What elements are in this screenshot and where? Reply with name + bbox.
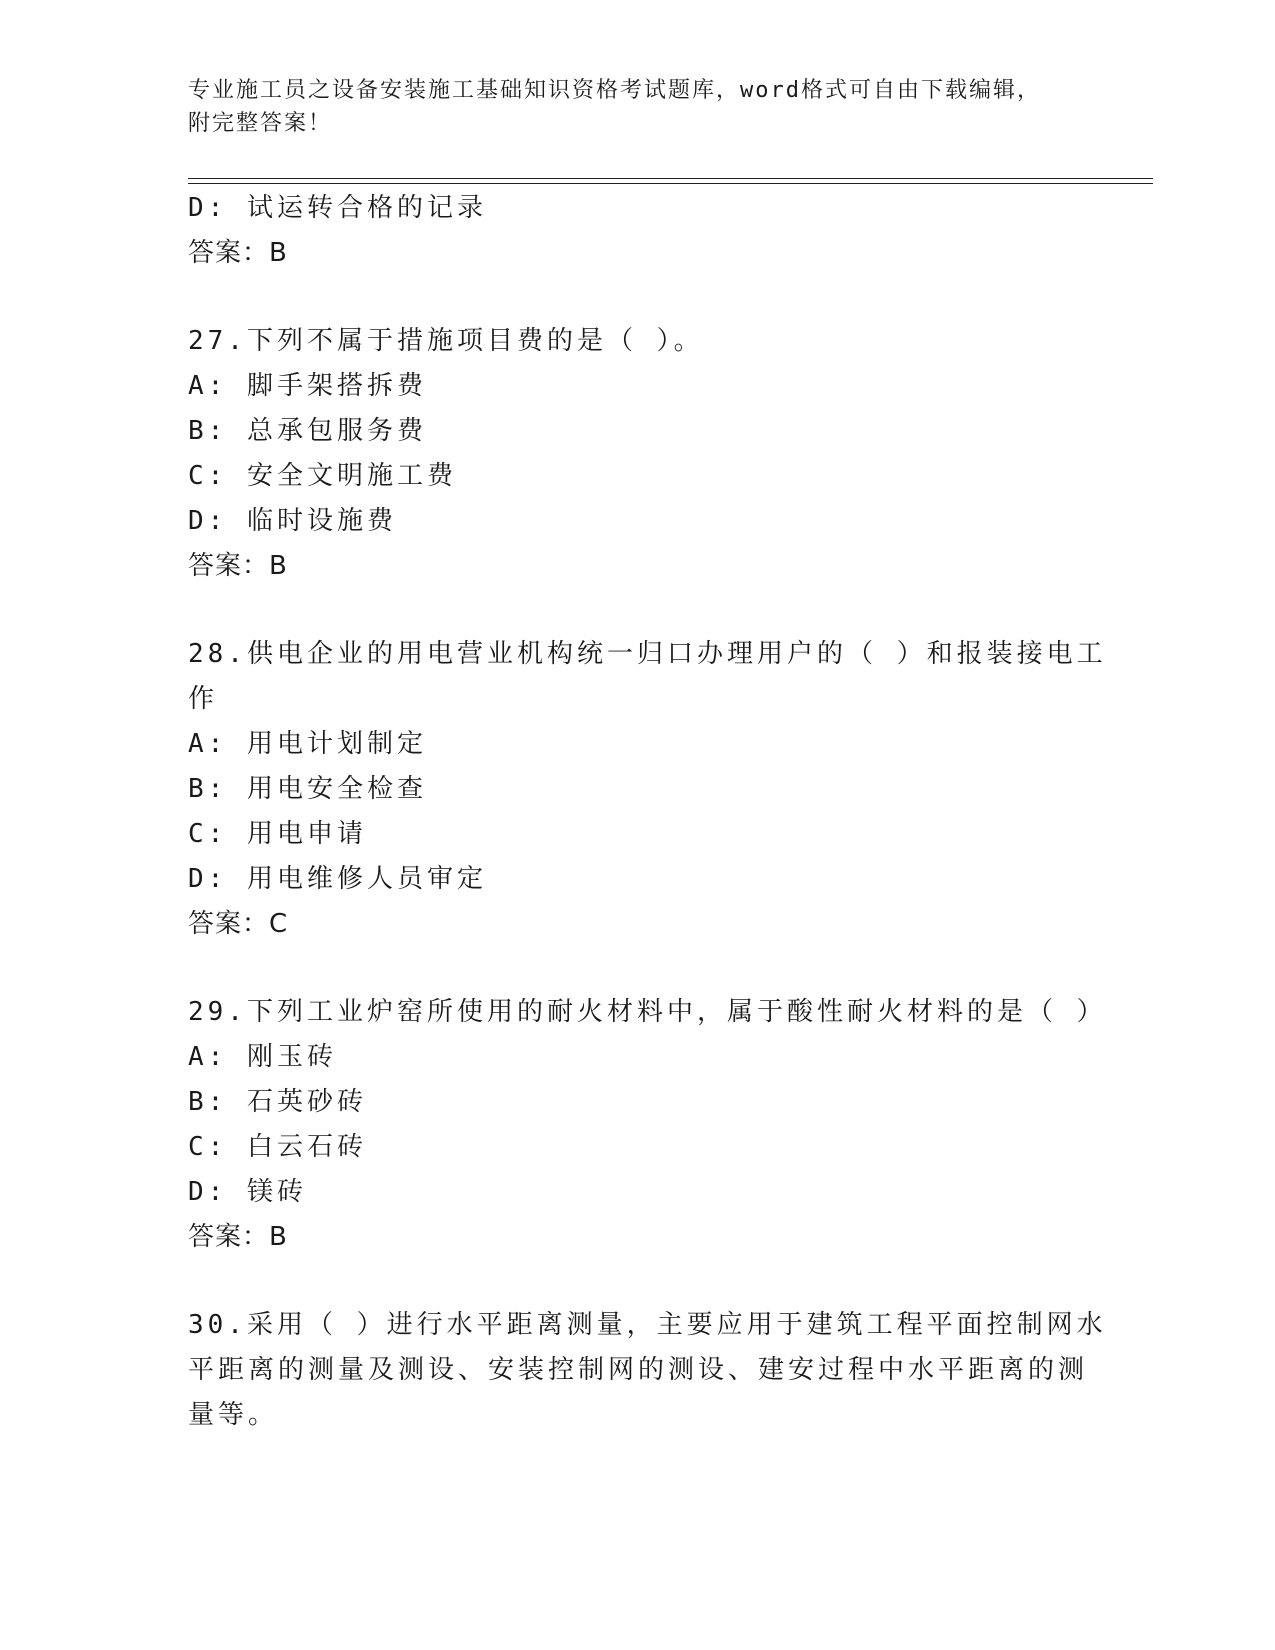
header-divider-bottom [188,183,1153,184]
header-divider-top [188,178,1153,179]
q28-question-line-2: 作 [188,684,219,714]
q27-option-c: C: 安全文明施工费 [188,461,457,491]
q29-option-a: A: 刚玉砖 [188,1042,337,1072]
q28-option-d: D: 用电维修人员审定 [188,864,487,894]
q28-question-line-1: 28.供电企业的用电营业机构统一归口办理用户的（ ）和报装接电工 [188,639,1107,669]
q29-answer: 答案：B [188,1222,288,1252]
q27-question: 27.下列不属于措施项目费的是（ ）。 [188,326,704,356]
document-header [188,74,1168,140]
q30-question-line-1: 30.采用（ ）进行水平距离测量，主要应用于建筑工程平面控制网水 [188,1310,1107,1340]
q28-answer: 答案：C [188,909,289,939]
q26-option-d: D: 试运转合格的记录 [188,193,487,223]
q29-option-b: B: 石英砂砖 [188,1087,367,1117]
q28-option-a: A: 用电计划制定 [188,729,427,759]
q30-question-line-3: 量等。 [188,1400,279,1430]
q28-option-b: B: 用电安全检查 [188,774,427,804]
q29-option-d: D: 镁砖 [188,1177,307,1207]
q29-question: 29.下列工业炉窑所使用的耐火材料中，属于酸性耐火材料的是（ ） [188,997,1107,1027]
q27-answer: 答案：B [188,551,288,581]
q27-option-d: D: 临时设施费 [188,506,397,536]
q28-option-c: C: 用电申请 [188,819,367,849]
q26-answer: 答案：B [188,238,288,268]
q29-option-c: C: 白云石砖 [188,1132,367,1162]
q27-option-b: B: 总承包服务费 [188,416,427,446]
header-line-2: 附完整答案！ [188,111,333,136]
header-line-1: 专业施工员之设备安装施工基础知识资格考试题库，word格式可自由下载编辑， [188,78,1041,103]
q27-option-a: A: 脚手架搭拆费 [188,371,427,401]
q30-question-line-2: 平距离的测量及测设、安装控制网的测设、建安过程中水平距离的测 [188,1355,1089,1385]
